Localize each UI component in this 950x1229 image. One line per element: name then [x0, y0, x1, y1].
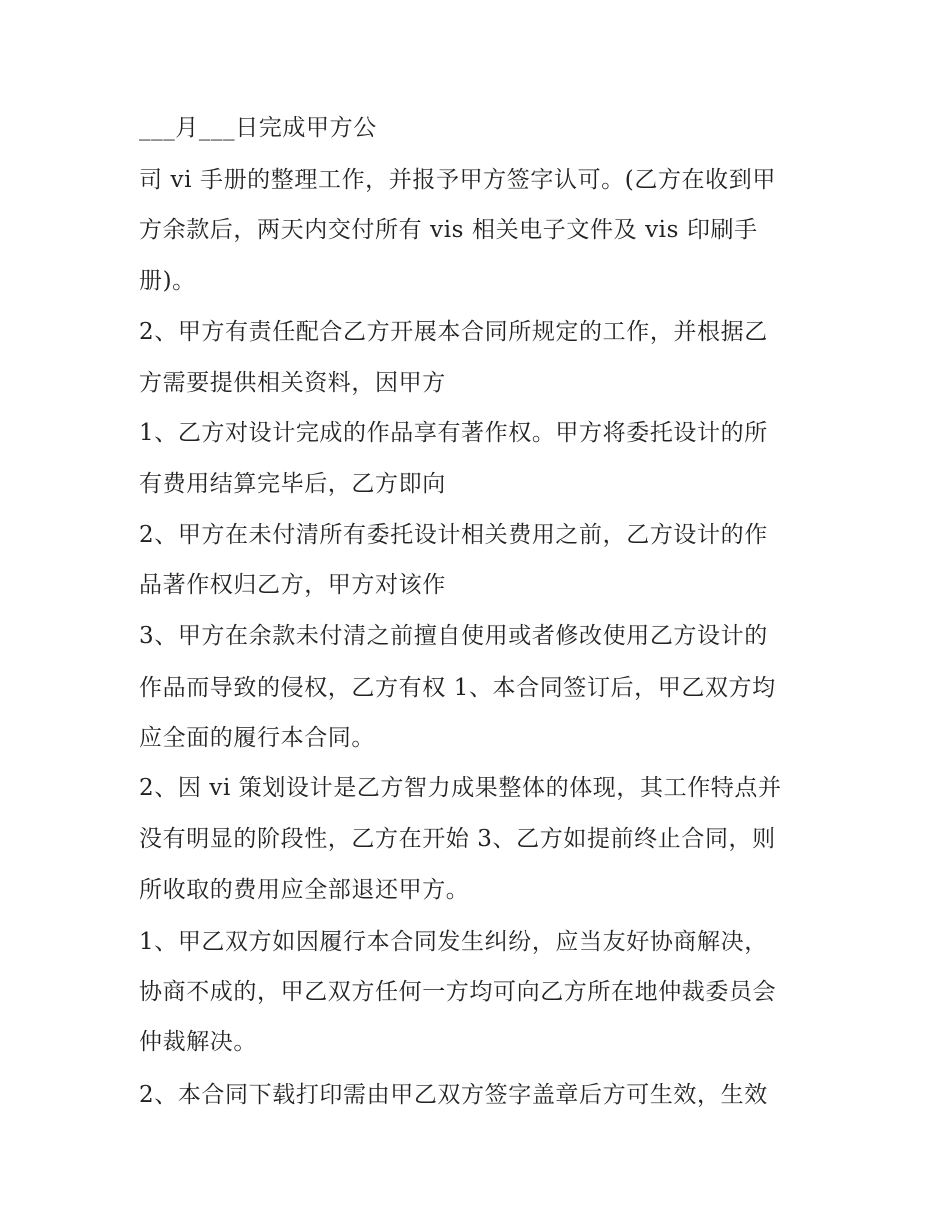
- text-line: 协商不成的，甲乙双方任何一方均可向乙方所在地仲裁委员会: [139, 979, 777, 1005]
- text-line: 2、甲方在未付清所有委托设计相关费用之前，乙方设计的作: [139, 522, 768, 548]
- text-line: 司 vi 手册的整理工作，并报予甲方签字认可。(乙方在收到甲: [139, 167, 776, 193]
- text-line: 方余款后，两天内交付所有 vis 相关电子文件及 vis 印刷手: [139, 217, 758, 243]
- text-line: 方需要提供相关资料，因甲方: [139, 370, 446, 396]
- text-line: 1、甲乙双方如因履行本合同发生纠纷，应当友好协商解决，: [139, 929, 768, 955]
- text-line: 作品而导致的侵权，乙方有权 1、本合同签订后，甲乙双方均: [139, 675, 776, 701]
- text-line: 品著作权归乙方，甲方对该作: [139, 572, 446, 598]
- text-line: 仲裁解决。: [139, 1029, 257, 1055]
- text-line: 应全面的履行本合同。: [139, 725, 375, 751]
- text-line: 2、甲方有责任配合乙方开展本合同所规定的工作，并根据乙: [139, 319, 768, 345]
- text-line: 有费用结算完毕后，乙方即向: [139, 471, 446, 497]
- text-line: 2、本合同下载打印需由甲乙双方签字盖章后方可生效，生效: [139, 1082, 768, 1108]
- text-line: 2、因 vi 策划设计是乙方智力成果整体的体现，其工作特点并: [139, 775, 782, 801]
- text-line: 没有明显的阶段性，乙方在开始 3、乙方如提前终止合同，则: [139, 826, 776, 852]
- text-line: 所收取的费用应全部退还甲方。: [139, 877, 470, 903]
- text-line: 3、甲方在余款未付清之前擅自使用或者修改使用乙方设计的: [139, 623, 768, 649]
- text-line: 1、乙方对设计完成的作品享有著作权。甲方将委托设计的所: [139, 420, 768, 446]
- text-line: ___月___日完成甲方公: [139, 115, 377, 141]
- text-line: 册)。: [139, 268, 196, 294]
